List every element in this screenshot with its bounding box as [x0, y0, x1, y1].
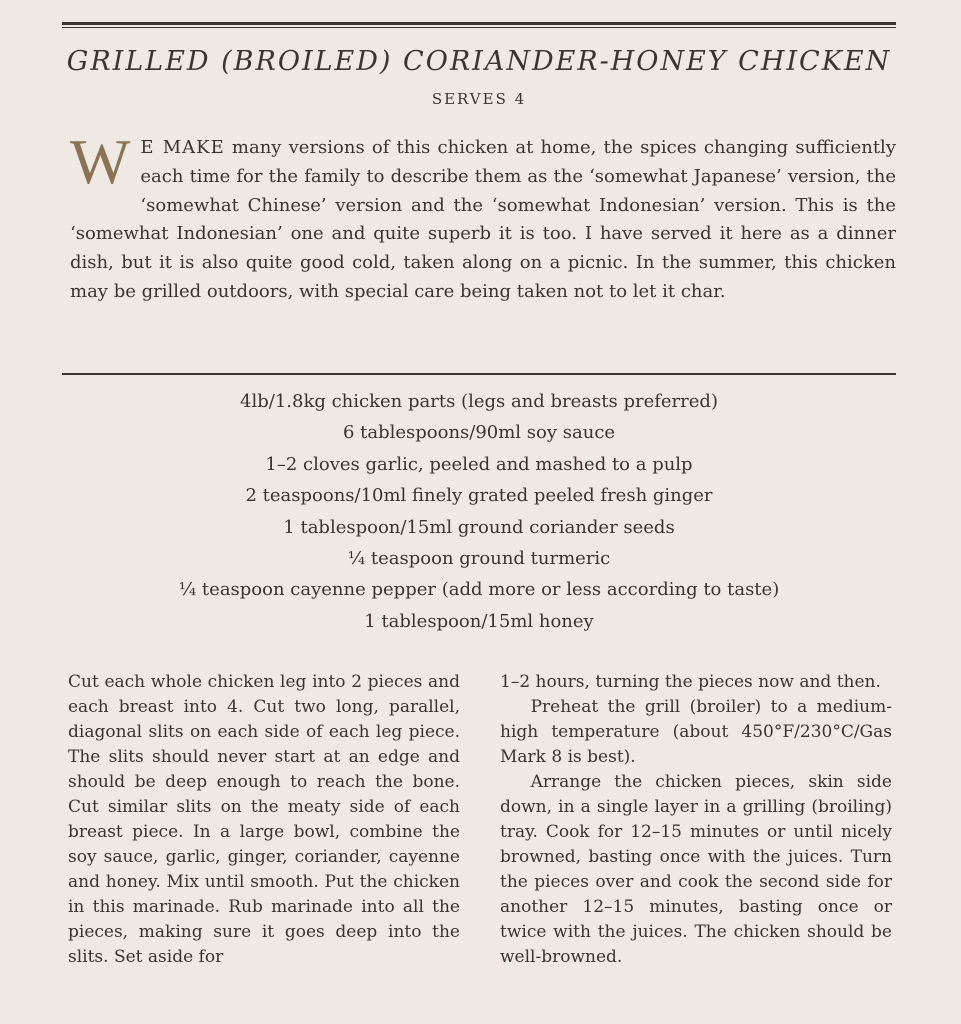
ingredient-item: 4lb/1.8kg chicken parts (legs and breasts preferred): [240, 391, 718, 412]
ingredients-list: [62, 386, 896, 637]
ingredient-item: ¼ teaspoon ground turmeric: [347, 548, 611, 570]
method-paragraph: 1–2 hours, turning the pieces now and then.: [500, 672, 881, 692]
ingredient-item: 6 tablespoons/90ml soy sauce: [342, 422, 616, 444]
recipe-title: GRILLED (BROILED) CORIANDER-HONEY CHICKEN: [66, 46, 892, 77]
intro-lead-smallcaps: E MAKE: [140, 137, 225, 158]
serves-line: SERVES 4: [431, 90, 527, 108]
top-rule: [62, 22, 896, 25]
method-paragraph: Cut each whole chicken leg into 2 pieces and each breast into 4. Cut two long, parallel, diagonal slits on each side of each leg piece. The slits should never start at an edge and should be deep enough to reach the bone. Cut similar slits on the meaty side of each breast piece. In a large bowl, combine the soy sauce, garlic, ginger, coriander, cayenne and honey. Mix until smooth. Put the chicken in this marinade. Rub marinade into all the pieces, making sure it goes deep into the slits. Set aside for: [68, 672, 460, 967]
method-paragraph: Arrange the chicken pieces, skin side down, in a single layer in a grilling (broiling) tray. Cook for 12–15 minutes or until nicely browned, basting once with the juices. Turn the pieces over and cook the second side for another 12–15 minutes, basting once or twice with the juices. The chicken should be well-browned.: [500, 772, 892, 967]
ingredient-item: 1–2 cloves garlic, peeled and mashed to a pulp: [265, 453, 693, 475]
section-rule: [62, 373, 896, 375]
method-column-left: [68, 670, 460, 970]
intro-paragraph: [70, 126, 896, 307]
ingredient-item: 1 tablespoon/15ml ground coriander seeds: [283, 516, 675, 538]
top-rule-thin: [62, 27, 896, 28]
intro-text: many versions of this chicken at home, the spices changing sufficiently each time for the family to describe them as the ‘somewhat Japanese’ version, the ‘somewhat Chinese’ version and the ‘somewhat Indonesian’ version. This is the ‘somewhat Indonesian’ one and quite superb it is too. I have served it here as a dinner dish, but it is also quite good cold, taken along on a picnic. In the summer, this chicken may be grilled outdoors, with special care being taken not to let it char.: [70, 137, 896, 302]
ingredient-item: 2 teaspoons/10ml finely grated peeled fresh ginger: [245, 485, 713, 507]
drop-cap: W: [70, 126, 131, 197]
method-paragraph: Preheat the grill (broiler) to a medium-high temperature (about 450°F/230°C/Gas Mark 8 is best).: [500, 697, 892, 767]
ingredient-item: 1 tablespoon/15ml honey: [364, 610, 594, 632]
ingredient-item: ¼ teaspoon cayenne pepper (add more or less according to taste): [178, 579, 780, 601]
method-column-right: [500, 670, 892, 970]
